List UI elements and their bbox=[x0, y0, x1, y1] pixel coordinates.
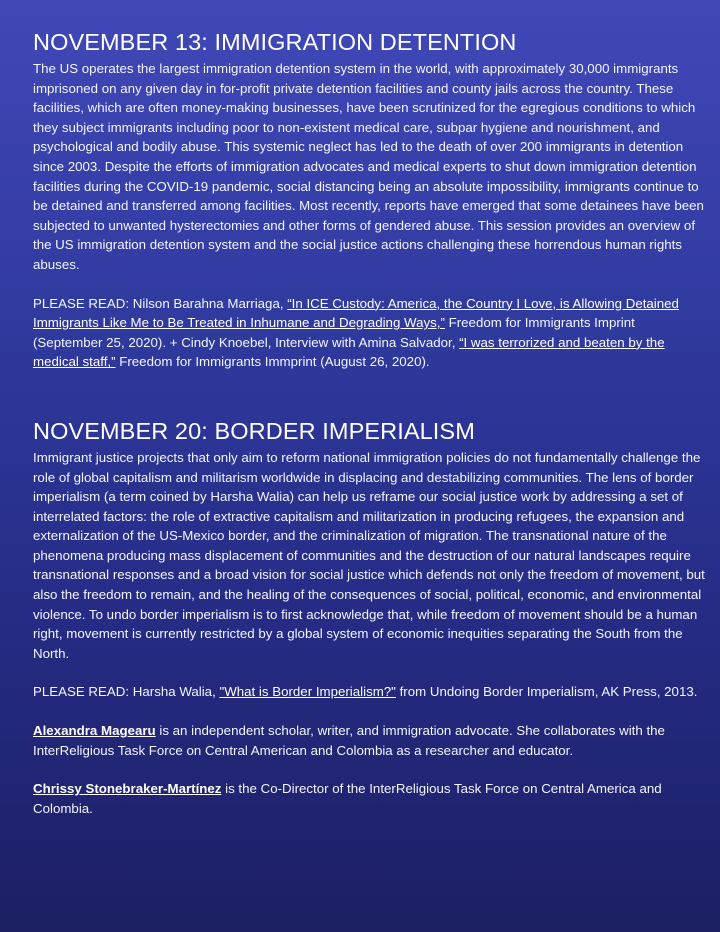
bio-text: is an independent scholar, writer, and immigration advocate. She collaborates with the InterReligious Task Force on Central American and Colombia as a researcher and educator. bbox=[33, 723, 665, 758]
session-title: NOVEMBER 20: BORDER IMPERIALISM bbox=[33, 417, 475, 444]
reading-suffix: from Undoing Border Imperialism, AK Press, 2013. bbox=[395, 684, 698, 700]
bio-name-link[interactable]: Chrissy Stonebraker-Martínez bbox=[33, 781, 222, 797]
reading-list bbox=[33, 294, 706, 372]
reading-middle: Freedom for Immigrants Imprint (September 25, 2020). + Cindy Knoebel, Interview with Amina Salvador, bbox=[33, 315, 635, 350]
reading-prefix: PLEASE READ: Harsha Walia, bbox=[33, 684, 220, 700]
bio-text: is the Co-Director of the InterReligious Task Force on Central America and Colombia. bbox=[33, 781, 662, 816]
reading-link-terrorized[interactable]: “I was terrorized and beaten by the medical staff,” bbox=[33, 334, 665, 370]
session-description: The US operates the largest immigration detention system in the world, with approximately 30,000 immigrants imprisoned on any given day in for-profit private detention facilities and county jails across the country. These facilities, which are often money-making businesses, have been scrutinized for the egregious conditions to which they subject immigrants including poor to non-existent medical care, subpar hygiene and nourishment, and psychological and bodily abuse. This systemic neglect has led to the death of over 200 immigrants in detention since 2003. Despite the efforts of immigration advocates and medical experts to shut down immigration detention facilities during the COVID-19 pandemic, social distancing being an absolute impossibility, immigrants continue to be detained and transferred among facilities. Most recently, reports have emerged that some detainees have been subjected to unwanted hysterectomies and other forms of gendered abuse. This session provides an overview of the US immigration detention system and the social justice actions challenging these horrendous human rights abuses. bbox=[33, 61, 704, 272]
session-title: NOVEMBER 13: IMMIGRATION DETENTION bbox=[33, 29, 517, 55]
session-border-imperialism bbox=[33, 417, 706, 702]
reading-suffix: Freedom for Immigrants Immprint (August 26, 2020). bbox=[115, 354, 430, 370]
reading-list bbox=[33, 682, 706, 702]
reading-link-ice-custody[interactable]: “In ICE Custody: America, the Country I Love, is Allowing Detained Immigrants Like Me to Be Treated in Inhumane and Degrading Ways,” bbox=[33, 295, 679, 331]
session-immigration-detention bbox=[33, 28, 706, 372]
reading-prefix: PLEASE READ: Nilson Barahna Marriaga, bbox=[33, 295, 288, 311]
bio-alexandra-magearu bbox=[33, 721, 706, 760]
session-description: Immigrant justice projects that only aim to reform national immigration policies do not fundamentally challenge the role of global capitalism and militarism worldwide in displacing and destabilizing communities. The lens of border imperialism (a term coined by Harsha Walia) can help us reframe our social justice work by addressing a set of interrelated factors: the role of extractive capitalism and militarization in producing refugees, the expansion and externalization of the US-Mexico border, and the criminalization of migration. The transnational nature of the phenomena producing mass displacement of communities and the destruction of our natural landscapes require transnational responses and a broad vision for social justice which defends not only the freedom of movement, but also the freedom to remain, and the healing of the consequences of social, political, economic, and environmental violence. To undo border imperialism is to first acknowledge that, while freedom of movement should be a human right, movement is currently restricted by a global system of economic inequities separating the South from the North. bbox=[33, 449, 705, 661]
bio-name-link[interactable]: Alexandra Magearu bbox=[33, 723, 156, 739]
reading-link-border-imperialism[interactable]: "What is Border Imperialism?" bbox=[219, 684, 396, 700]
bio-chrissy-stonebraker-martinez bbox=[33, 779, 706, 818]
